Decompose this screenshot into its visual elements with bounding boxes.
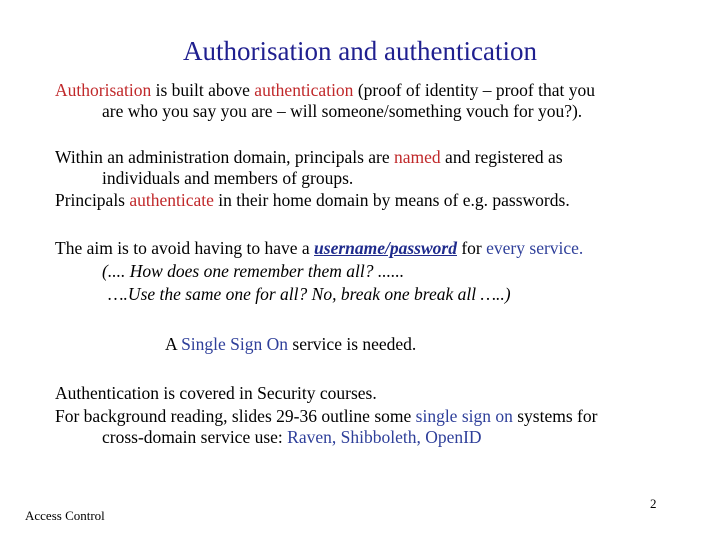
text: in their home domain by means of e.g. passwords. [213, 190, 570, 210]
text-question: (.... How does one remember them all? ...... [102, 261, 405, 281]
keyword-systems-list: Raven, Shibboleth, OpenID [287, 427, 482, 447]
keyword-authenticate: authenticate [129, 190, 214, 210]
keyword-named: named [394, 147, 441, 167]
text: cross-domain service use: [102, 427, 288, 447]
paragraph-principals [55, 190, 695, 211]
text: service is needed. [288, 334, 417, 354]
page-title: Authorisation and authentication [183, 36, 537, 66]
text: is built above [151, 80, 255, 100]
paragraph-aim [55, 238, 695, 305]
text: For background reading, slides 29-36 outline some [55, 406, 416, 426]
keyword-authentication: authentication [254, 80, 354, 100]
footer-label: Access Control [25, 508, 105, 523]
keyword-username-password: username/password [314, 238, 457, 258]
text: for [456, 238, 487, 258]
text: Authentication is covered in Security courses. [55, 383, 377, 403]
keyword-authorisation: Authorisation [55, 80, 152, 100]
paragraph-background [55, 406, 695, 448]
text: (proof of identity – proof that you [353, 80, 595, 100]
text: and registered as [440, 147, 563, 167]
keyword-single-sign-on: Single Sign On [181, 334, 289, 354]
page-number: 2 [650, 496, 657, 511]
paragraph-domain [55, 147, 695, 189]
paragraph-authorisation [55, 80, 695, 122]
text-answer: ….Use the same one for all? No, break one break all …..) [108, 284, 511, 304]
text-continuation: are who you say you are – will someone/something vouch for you?). [102, 101, 583, 121]
text: The aim is to avoid having to have a [55, 238, 315, 258]
text-continuation [55, 427, 695, 448]
text-continuation: individuals and members of groups. [102, 168, 354, 188]
keyword-every-service: every service. [486, 238, 584, 258]
paragraph-sso [165, 334, 665, 355]
text: systems for [512, 406, 598, 426]
text: A [165, 334, 182, 354]
paragraph-security-courses [55, 383, 695, 404]
text: Within an administration domain, principals are [55, 147, 395, 167]
keyword-sso-systems: single sign on [415, 406, 513, 426]
text: Principals [55, 190, 130, 210]
